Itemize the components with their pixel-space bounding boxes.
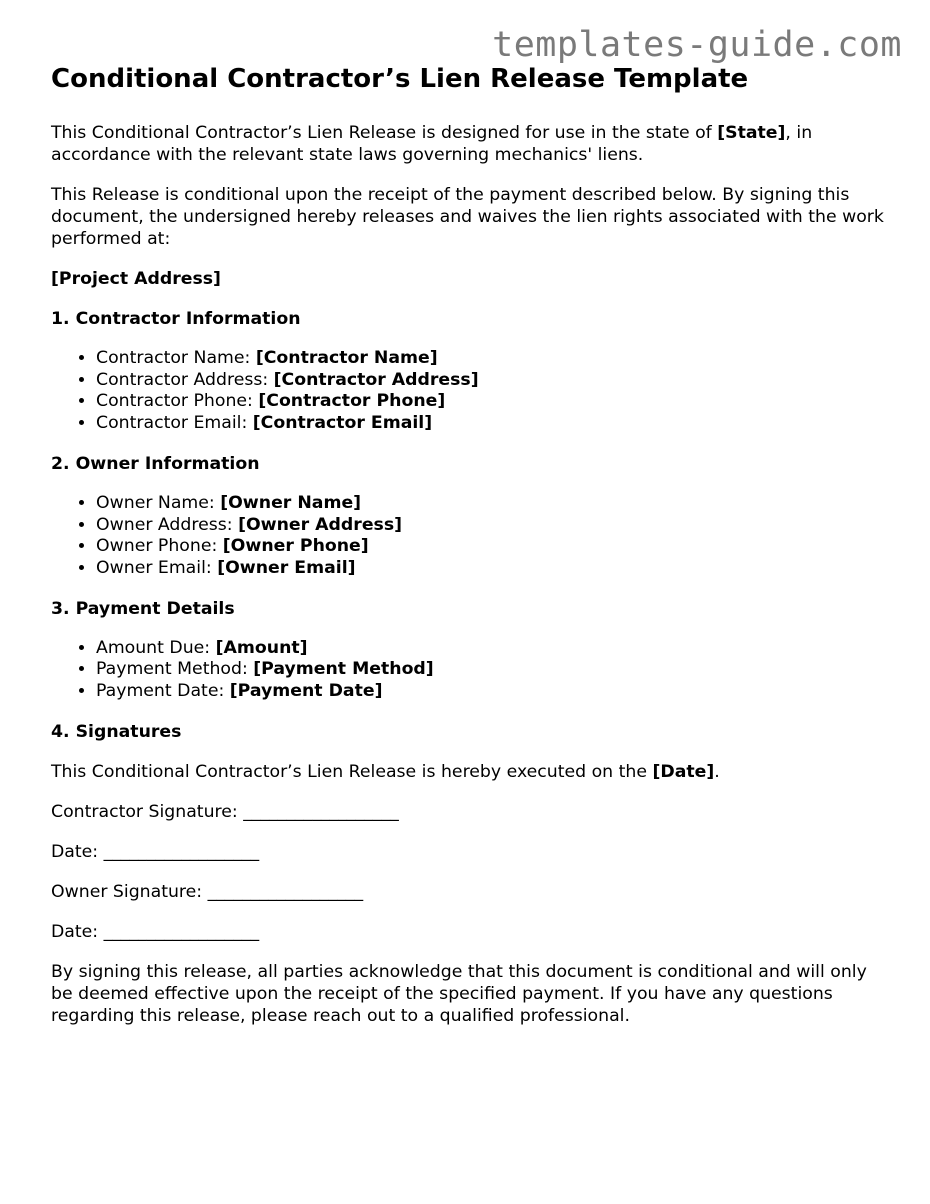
field-value: [Owner Name] — [220, 492, 362, 513]
field-value: [Amount] — [215, 637, 308, 658]
contractor-section-heading: 1. Contractor Information — [51, 309, 301, 329]
field-value: [Payment Method] — [253, 659, 434, 680]
list-item — [96, 681, 891, 703]
list-item — [96, 659, 891, 681]
signatures-section-heading: 4. Signatures — [51, 721, 182, 742]
field-label: Payment Method: — [96, 659, 254, 680]
field-label: Owner Phone: — [96, 536, 223, 557]
payment-list — [51, 638, 891, 703]
payment-section-heading: 3. Payment Details — [51, 598, 235, 619]
list-item — [96, 558, 891, 580]
list-item — [96, 638, 891, 660]
closing-paragraph: By signing this release, all parties acknowledge that this document is conditional and will only be deemed effective upon the receipt of the specified payment. If you have any questions regarding this release, please reach out to a qualified professional. — [51, 961, 867, 1026]
owner-list — [51, 493, 891, 580]
list-item — [96, 515, 891, 537]
document-page — [51, 62, 891, 1045]
executed-text: This Conditional Contractor’s Lien Release is hereby executed on the — [51, 761, 653, 782]
contractor-list — [51, 348, 891, 435]
page-title: Conditional Contractor’s Lien Release Template — [51, 64, 749, 94]
conditional-paragraph: This Release is conditional upon the receipt of the payment described below. By signing this document, the undersigned hereby releases and waives the lien rights associated with the work performed at: — [51, 185, 884, 249]
executed-text-end: . — [714, 761, 720, 782]
field-label: Contractor Phone: — [96, 391, 259, 412]
field-value: [Contractor Phone] — [258, 391, 446, 412]
field-label: Owner Address: — [96, 514, 239, 535]
field-value: [Contractor Email] — [252, 413, 433, 434]
watermark: templates-guide.com — [492, 25, 902, 65]
list-item — [96, 493, 891, 515]
list-item — [96, 536, 891, 558]
list-item — [96, 370, 891, 392]
field-value: [Owner Phone] — [222, 536, 369, 557]
field-label: Contractor Name: — [96, 348, 256, 368]
field-label: Owner Name: — [96, 492, 221, 513]
contractor-signature-line: Contractor Signature: __________________ — [51, 801, 399, 822]
owner-signature-line: Owner Signature: __________________ — [51, 881, 364, 902]
field-label: Amount Due: — [96, 637, 216, 658]
owner-section-heading: 2. Owner Information — [51, 453, 260, 474]
list-item — [96, 413, 891, 435]
list-item — [96, 348, 891, 370]
list-item — [96, 391, 891, 413]
field-value: [Owner Email] — [217, 557, 356, 578]
contractor-date-line: Date: __________________ — [51, 841, 260, 862]
field-label: Owner Email: — [96, 557, 218, 578]
field-value: [Contractor Name] — [255, 348, 438, 368]
field-value: [Contractor Address] — [273, 369, 479, 390]
executed-paragraph — [51, 761, 891, 783]
intro-text: This Conditional Contractor’s Lien Release is designed for use in the state of — [51, 123, 718, 143]
field-label: Contractor Email: — [96, 413, 253, 434]
field-label: Contractor Address: — [96, 369, 274, 390]
state-placeholder: [State] — [717, 123, 786, 143]
intro-text-end: , in accordance with the relevant state laws governing mechanics' liens. — [51, 123, 813, 165]
field-value: [Payment Date] — [229, 681, 383, 702]
project-address-placeholder: [Project Address] — [51, 269, 221, 289]
owner-date-line: Date: __________________ — [51, 921, 260, 942]
field-label: Payment Date: — [96, 681, 230, 702]
field-value: [Owner Address] — [238, 514, 403, 535]
intro-paragraph — [51, 122, 891, 166]
date-placeholder: [Date] — [652, 761, 715, 782]
